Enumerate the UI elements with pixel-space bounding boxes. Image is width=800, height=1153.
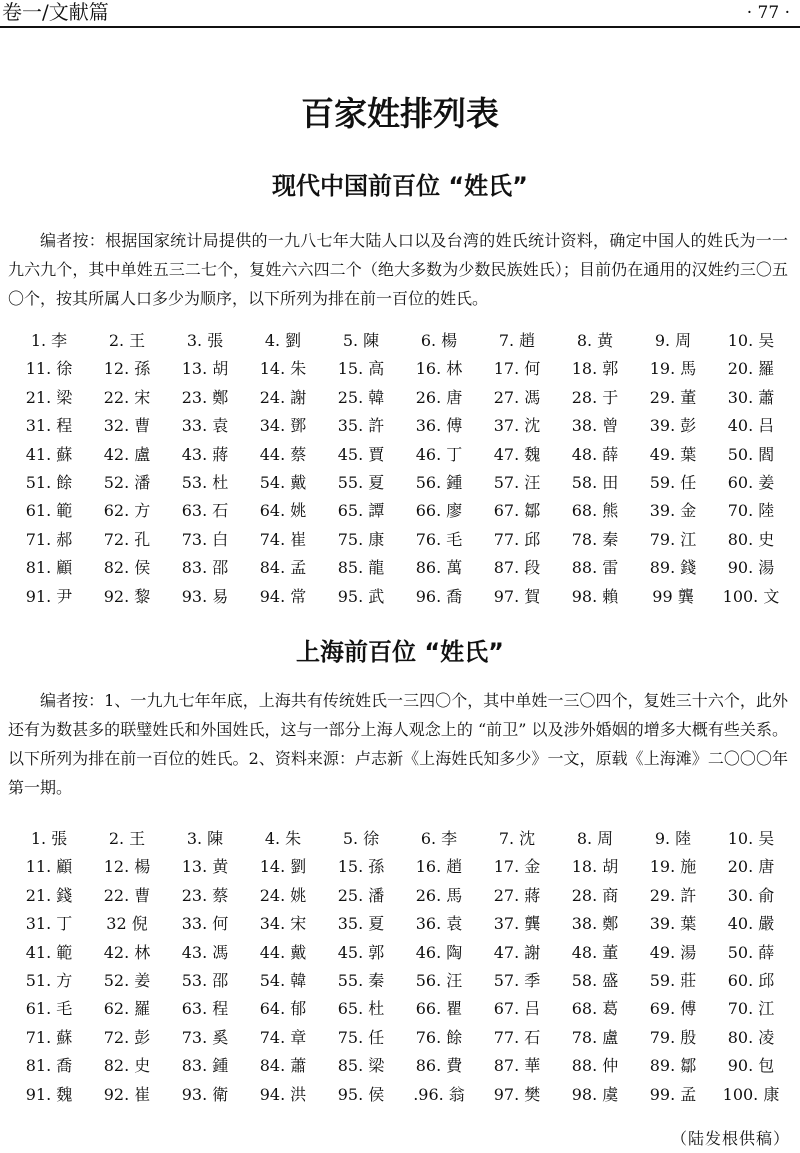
- surname-cell: 54. 韓: [259, 970, 307, 990]
- surname-cell: 31. 丁: [25, 914, 73, 934]
- surname-cell: 14. 朱: [259, 359, 307, 379]
- surname-cell: 89. 錢: [649, 558, 697, 578]
- surname-cell: 31. 程: [25, 416, 73, 436]
- surname-cell: 72. 彭: [103, 1027, 151, 1047]
- surname-cell: 21. 錢: [25, 885, 73, 905]
- surname-cell: 82. 史: [103, 1056, 151, 1076]
- surname-cell: 47. 謝: [493, 942, 541, 962]
- surname-cell: 26. 唐: [415, 387, 463, 407]
- surname-cell: 20. 唐: [727, 857, 775, 877]
- table-row: [10, 995, 790, 1023]
- table-row: [10, 910, 790, 938]
- surname-cell: 36. 袁: [415, 914, 463, 934]
- surname-cell: 10. 吴: [727, 331, 775, 350]
- surname-cell: 56. 汪: [415, 970, 463, 990]
- surname-cell: 12. 孫: [103, 359, 151, 379]
- surname-cell: 95. 侯: [337, 1084, 385, 1104]
- surname-cell: 19. 馬: [649, 359, 697, 379]
- surname-cell: 6. 楊: [420, 331, 458, 350]
- table-row: [10, 526, 790, 554]
- surname-cell: 18. 郭: [571, 359, 619, 379]
- surname-cell: 42. 盧: [103, 444, 151, 464]
- surname-cell: 2. 王: [108, 829, 146, 848]
- surname-cell: 21. 梁: [25, 387, 73, 407]
- surname-cell: 55. 秦: [337, 970, 385, 990]
- surname-cell: 78. 秦: [571, 529, 619, 549]
- surname-cell: 6. 李: [420, 829, 458, 848]
- surname-cell: 9. 陸: [654, 829, 692, 848]
- surname-cell: 52. 潘: [103, 472, 151, 492]
- section1-title: 现代中国前百位 “姓氏”: [272, 172, 528, 200]
- surname-cell: 10. 吴: [727, 829, 775, 848]
- surname-cell: 79. 江: [649, 529, 697, 549]
- surname-cell: 63. 程: [181, 999, 229, 1019]
- surname-cell: 77. 石: [493, 1027, 541, 1047]
- table-row: [10, 1024, 790, 1052]
- surname-cell: 30. 蕭: [727, 387, 775, 407]
- table-row: [10, 1052, 790, 1080]
- surname-cell: 60. 邱: [727, 970, 775, 990]
- surname-cell: 55. 夏: [337, 472, 385, 492]
- surname-cell: 100. 文: [722, 586, 780, 606]
- page-header: [0, 0, 800, 26]
- surname-cell: 36. 傅: [415, 416, 463, 436]
- surname-cell: 60. 姜: [727, 472, 775, 492]
- surname-cell: 13. 胡: [181, 359, 229, 379]
- surname-cell: 87. 華: [493, 1056, 541, 1076]
- surname-cell: 70. 江: [727, 999, 775, 1019]
- contributor-credit: （陆发根供稿）: [670, 1129, 790, 1148]
- surname-cell: 47. 魏: [493, 444, 541, 464]
- surname-cell: 81. 顧: [25, 558, 73, 578]
- surname-cell: 87. 段: [493, 558, 541, 578]
- surname-cell: 2. 王: [108, 331, 146, 350]
- surname-cell: 73. 白: [181, 529, 229, 549]
- surname-cell: 95. 武: [337, 586, 385, 606]
- surname-cell: 85. 梁: [337, 1056, 385, 1076]
- surname-cell: 80. 凌: [727, 1027, 775, 1047]
- surname-cell: 58. 盛: [571, 970, 619, 990]
- surname-cell: 23. 蔡: [181, 885, 229, 905]
- surname-cell: 22. 曹: [103, 885, 151, 905]
- table-row: [10, 583, 790, 611]
- surname-cell: 84. 孟: [259, 558, 307, 578]
- surname-cell: 16. 林: [415, 359, 463, 379]
- surname-cell: .96. 翁: [413, 1084, 465, 1104]
- surname-cell: 15. 高: [337, 359, 385, 379]
- surname-cell: 39. 葉: [649, 914, 697, 934]
- surname-cell: 86. 萬: [415, 558, 463, 578]
- surname-cell: 50. 薛: [727, 942, 775, 962]
- surname-cell: 51. 餘: [25, 472, 73, 492]
- surname-cell: 83. 鍾: [181, 1056, 229, 1076]
- surname-cell: 25. 潘: [337, 885, 385, 905]
- table-row: [10, 441, 790, 469]
- surname-cell: 13. 黄: [181, 857, 229, 877]
- surname-cell: 93. 衛: [181, 1084, 229, 1104]
- page-title: 百家姓排列表: [301, 94, 499, 133]
- surname-cell: 40. 嚴: [727, 914, 775, 934]
- surname-cell: 84. 蕭: [259, 1056, 307, 1076]
- surname-cell: 58. 田: [571, 472, 619, 492]
- surname-cell: 67. 鄒: [493, 501, 541, 521]
- surname-cell: 49. 湯: [649, 942, 697, 962]
- surname-cell: 7. 沈: [498, 829, 536, 848]
- surname-cell: 98. 賴: [571, 586, 619, 606]
- surname-cell: 69. 傅: [649, 999, 697, 1019]
- surname-cell: 1. 李: [30, 331, 68, 350]
- table-row: [10, 1081, 790, 1109]
- surname-cell: 3. 張: [186, 331, 224, 350]
- surname-cell: 65. 譚: [337, 501, 385, 521]
- surname-cell: 86. 費: [415, 1056, 463, 1076]
- surname-cell: 24. 姚: [259, 885, 307, 905]
- surname-cell: 67. 吕: [493, 999, 541, 1019]
- surname-cell: 80. 史: [727, 529, 775, 549]
- surname-cell: 62. 羅: [103, 999, 151, 1019]
- section2-surname-table: [10, 825, 790, 1109]
- surname-cell: 29. 董: [649, 387, 697, 407]
- surname-cell: 66. 廖: [415, 501, 463, 521]
- surname-cell: 32 倪: [106, 914, 148, 934]
- surname-cell: 92. 崔: [103, 1084, 151, 1104]
- surname-cell: 35. 許: [337, 416, 385, 436]
- surname-cell: 70. 陸: [727, 501, 775, 521]
- surname-cell: 94. 常: [259, 586, 307, 606]
- surname-cell: 63. 石: [181, 501, 229, 521]
- surname-cell: 17. 金: [493, 857, 541, 877]
- surname-cell: 49. 葉: [649, 444, 697, 464]
- surname-cell: 43. 馮: [181, 942, 229, 962]
- surname-cell: 94. 洪: [259, 1084, 307, 1104]
- surname-cell: 19. 施: [649, 857, 697, 877]
- table-row: [10, 825, 790, 853]
- table-row: [10, 967, 790, 995]
- surname-cell: 14. 劉: [259, 857, 307, 877]
- surname-cell: 38. 鄭: [571, 914, 619, 934]
- surname-cell: 16. 趙: [415, 857, 463, 877]
- surname-cell: 45. 賈: [337, 444, 385, 464]
- surname-cell: 39. 金: [649, 501, 697, 521]
- surname-cell: 30. 俞: [727, 885, 775, 905]
- surname-cell: 33. 何: [181, 914, 229, 934]
- section2-editor-note: 编者按：1、一九九七年年底，上海共有传统姓氏一三四〇个，其中单姓一三〇四个，复姓三十六个，此外还有为数甚多的联璧姓氏和外国姓氏，这与一部分上海人观念上的 “前卫” 以及涉外婚姻的增多大概有些关系。以下所列为排在前一百位的姓氏。2、资料来源：卢志新《上海姓氏知多少》一文，原载《上海滩》二〇〇〇年第一期。: [8, 691, 788, 797]
- surname-cell: 85. 龍: [337, 558, 385, 578]
- section1-editor-note: 编者按：根据国家统计局提供的一九八七年大陆人口以及台湾的姓氏统计资料，确定中国人的姓氏为一一九六九个，其中单姓五三二七个，复姓六六四二个（绝大多数为少数民族姓氏）；目前仍在通用的汉姓约三〇五〇个，按其所属人口多少为顺序，以下所列为排在前一百位的姓氏。: [8, 231, 788, 308]
- surname-cell: 79. 殷: [649, 1027, 697, 1047]
- surname-cell: 28. 于: [571, 387, 619, 407]
- surname-cell: 100. 康: [722, 1084, 780, 1104]
- section2-title: 上海前百位 “姓氏”: [296, 638, 504, 666]
- surname-cell: 37. 沈: [493, 416, 541, 436]
- surname-cell: 34. 鄧: [259, 416, 307, 436]
- surname-cell: 99. 孟: [649, 1084, 697, 1104]
- surname-cell: 4. 朱: [264, 829, 302, 848]
- surname-cell: 28. 商: [571, 885, 619, 905]
- surname-cell: 41. 蘇: [25, 444, 73, 464]
- surname-cell: 53. 杜: [181, 472, 229, 492]
- surname-cell: 15. 孫: [337, 857, 385, 877]
- surname-cell: 91. 魏: [25, 1084, 73, 1104]
- table-row: [10, 554, 790, 582]
- surname-cell: 22. 宋: [103, 387, 151, 407]
- surname-cell: 48. 薛: [571, 444, 619, 464]
- surname-cell: 42. 林: [103, 942, 151, 962]
- surname-cell: 7. 趙: [498, 331, 536, 350]
- table-row: [10, 939, 790, 967]
- surname-cell: 98. 虞: [571, 1084, 619, 1104]
- surname-cell: 46. 丁: [415, 444, 463, 464]
- surname-cell: 68. 熊: [571, 501, 619, 521]
- surname-cell: 39. 彭: [649, 416, 697, 436]
- table-row: [10, 384, 790, 412]
- surname-cell: 33. 袁: [181, 416, 229, 436]
- surname-cell: 34. 宋: [259, 914, 307, 934]
- surname-cell: 61. 毛: [25, 999, 73, 1019]
- surname-cell: 76. 餘: [415, 1027, 463, 1047]
- surname-cell: 40. 吕: [727, 416, 775, 436]
- surname-cell: 73. 奚: [181, 1027, 229, 1047]
- surname-cell: 71. 蘇: [25, 1027, 73, 1047]
- surname-cell: 93. 易: [181, 586, 229, 606]
- surname-cell: 57. 季: [493, 970, 541, 990]
- surname-cell: 54. 戴: [259, 472, 307, 492]
- surname-cell: 75. 任: [337, 1027, 385, 1047]
- surname-cell: 96. 喬: [415, 586, 463, 606]
- surname-cell: 99 龔: [652, 586, 694, 606]
- table-row: [10, 327, 790, 355]
- surname-cell: 26. 馬: [415, 885, 463, 905]
- surname-cell: 76. 毛: [415, 529, 463, 549]
- surname-cell: 8. 黄: [576, 331, 614, 350]
- surname-cell: 97. 樊: [493, 1084, 541, 1104]
- surname-cell: 74. 章: [259, 1027, 307, 1047]
- table-row: [10, 412, 790, 440]
- surname-cell: 11. 徐: [25, 359, 73, 379]
- surname-cell: 64. 郁: [259, 999, 307, 1019]
- surname-cell: 59. 莊: [649, 970, 697, 990]
- surname-cell: 27. 蔣: [493, 885, 541, 905]
- surname-cell: 23. 鄭: [181, 387, 229, 407]
- surname-cell: 92. 黎: [103, 586, 151, 606]
- surname-cell: 83. 邵: [181, 558, 229, 578]
- surname-cell: 75. 康: [337, 529, 385, 549]
- surname-cell: 52. 姜: [103, 970, 151, 990]
- surname-cell: 61. 範: [25, 501, 73, 521]
- table-row: [10, 469, 790, 497]
- section1-surname-table: [10, 327, 790, 611]
- table-row: [10, 355, 790, 383]
- surname-cell: 11. 顧: [25, 857, 73, 877]
- surname-cell: 37. 龔: [493, 914, 541, 934]
- surname-cell: 38. 曾: [571, 416, 619, 436]
- surname-cell: 53. 邵: [181, 970, 229, 990]
- surname-cell: 82. 侯: [103, 558, 151, 578]
- surname-cell: 71. 郝: [25, 529, 73, 549]
- surname-cell: 44. 戴: [259, 942, 307, 962]
- surname-cell: 32. 曹: [103, 416, 151, 436]
- table-row: [10, 853, 790, 881]
- surname-cell: 45. 郭: [337, 942, 385, 962]
- surname-cell: 18. 胡: [571, 857, 619, 877]
- surname-cell: 90. 包: [727, 1056, 775, 1076]
- surname-cell: 50. 閻: [727, 444, 775, 464]
- surname-cell: 20. 羅: [727, 359, 775, 379]
- page-number: · 77 ·: [746, 3, 790, 23]
- surname-cell: 57. 汪: [493, 472, 541, 492]
- surname-cell: 4. 劉: [264, 331, 302, 350]
- surname-cell: 44. 蔡: [259, 444, 307, 464]
- surname-cell: 81. 喬: [25, 1056, 73, 1076]
- surname-cell: 74. 崔: [259, 529, 307, 549]
- surname-cell: 51. 方: [25, 970, 73, 990]
- surname-cell: 68. 葛: [571, 999, 619, 1019]
- surname-cell: 12. 楊: [103, 857, 151, 877]
- surname-cell: 3. 陳: [186, 829, 224, 848]
- surname-cell: 89. 鄒: [649, 1056, 697, 1076]
- surname-cell: 65. 杜: [337, 999, 385, 1019]
- surname-cell: 64. 姚: [259, 501, 307, 521]
- surname-cell: 8. 周: [576, 829, 614, 848]
- surname-cell: 1. 張: [30, 829, 68, 848]
- surname-cell: 17. 何: [493, 359, 541, 379]
- surname-cell: 5. 徐: [342, 829, 380, 848]
- surname-cell: 59. 任: [649, 472, 697, 492]
- surname-cell: 35. 夏: [337, 914, 385, 934]
- surname-cell: 97. 賀: [493, 586, 541, 606]
- surname-cell: 27. 馮: [493, 387, 541, 407]
- surname-cell: 88. 雷: [571, 558, 619, 578]
- surname-cell: 41. 範: [25, 942, 73, 962]
- surname-cell: 46. 陶: [415, 942, 463, 962]
- table-row: [10, 497, 790, 525]
- surname-cell: 91. 尹: [25, 586, 73, 606]
- surname-cell: 25. 韓: [337, 387, 385, 407]
- surname-cell: 43. 蔣: [181, 444, 229, 464]
- surname-cell: 78. 盧: [571, 1027, 619, 1047]
- surname-cell: 5. 陳: [342, 331, 380, 350]
- surname-cell: 62. 方: [103, 501, 151, 521]
- header-rule: [0, 26, 800, 28]
- surname-cell: 9. 周: [654, 331, 692, 350]
- surname-cell: 77. 邱: [493, 529, 541, 549]
- surname-cell: 72. 孔: [103, 529, 151, 549]
- surname-cell: 56. 鍾: [415, 472, 463, 492]
- surname-cell: 48. 董: [571, 942, 619, 962]
- surname-cell: 29. 許: [649, 885, 697, 905]
- running-head-title: 卷一/文献篇: [2, 0, 109, 24]
- surname-cell: 24. 謝: [259, 387, 307, 407]
- table-row: [10, 882, 790, 910]
- surname-cell: 90. 湯: [727, 558, 775, 578]
- surname-cell: 66. 瞿: [415, 999, 463, 1019]
- surname-cell: 88. 仲: [571, 1056, 619, 1076]
